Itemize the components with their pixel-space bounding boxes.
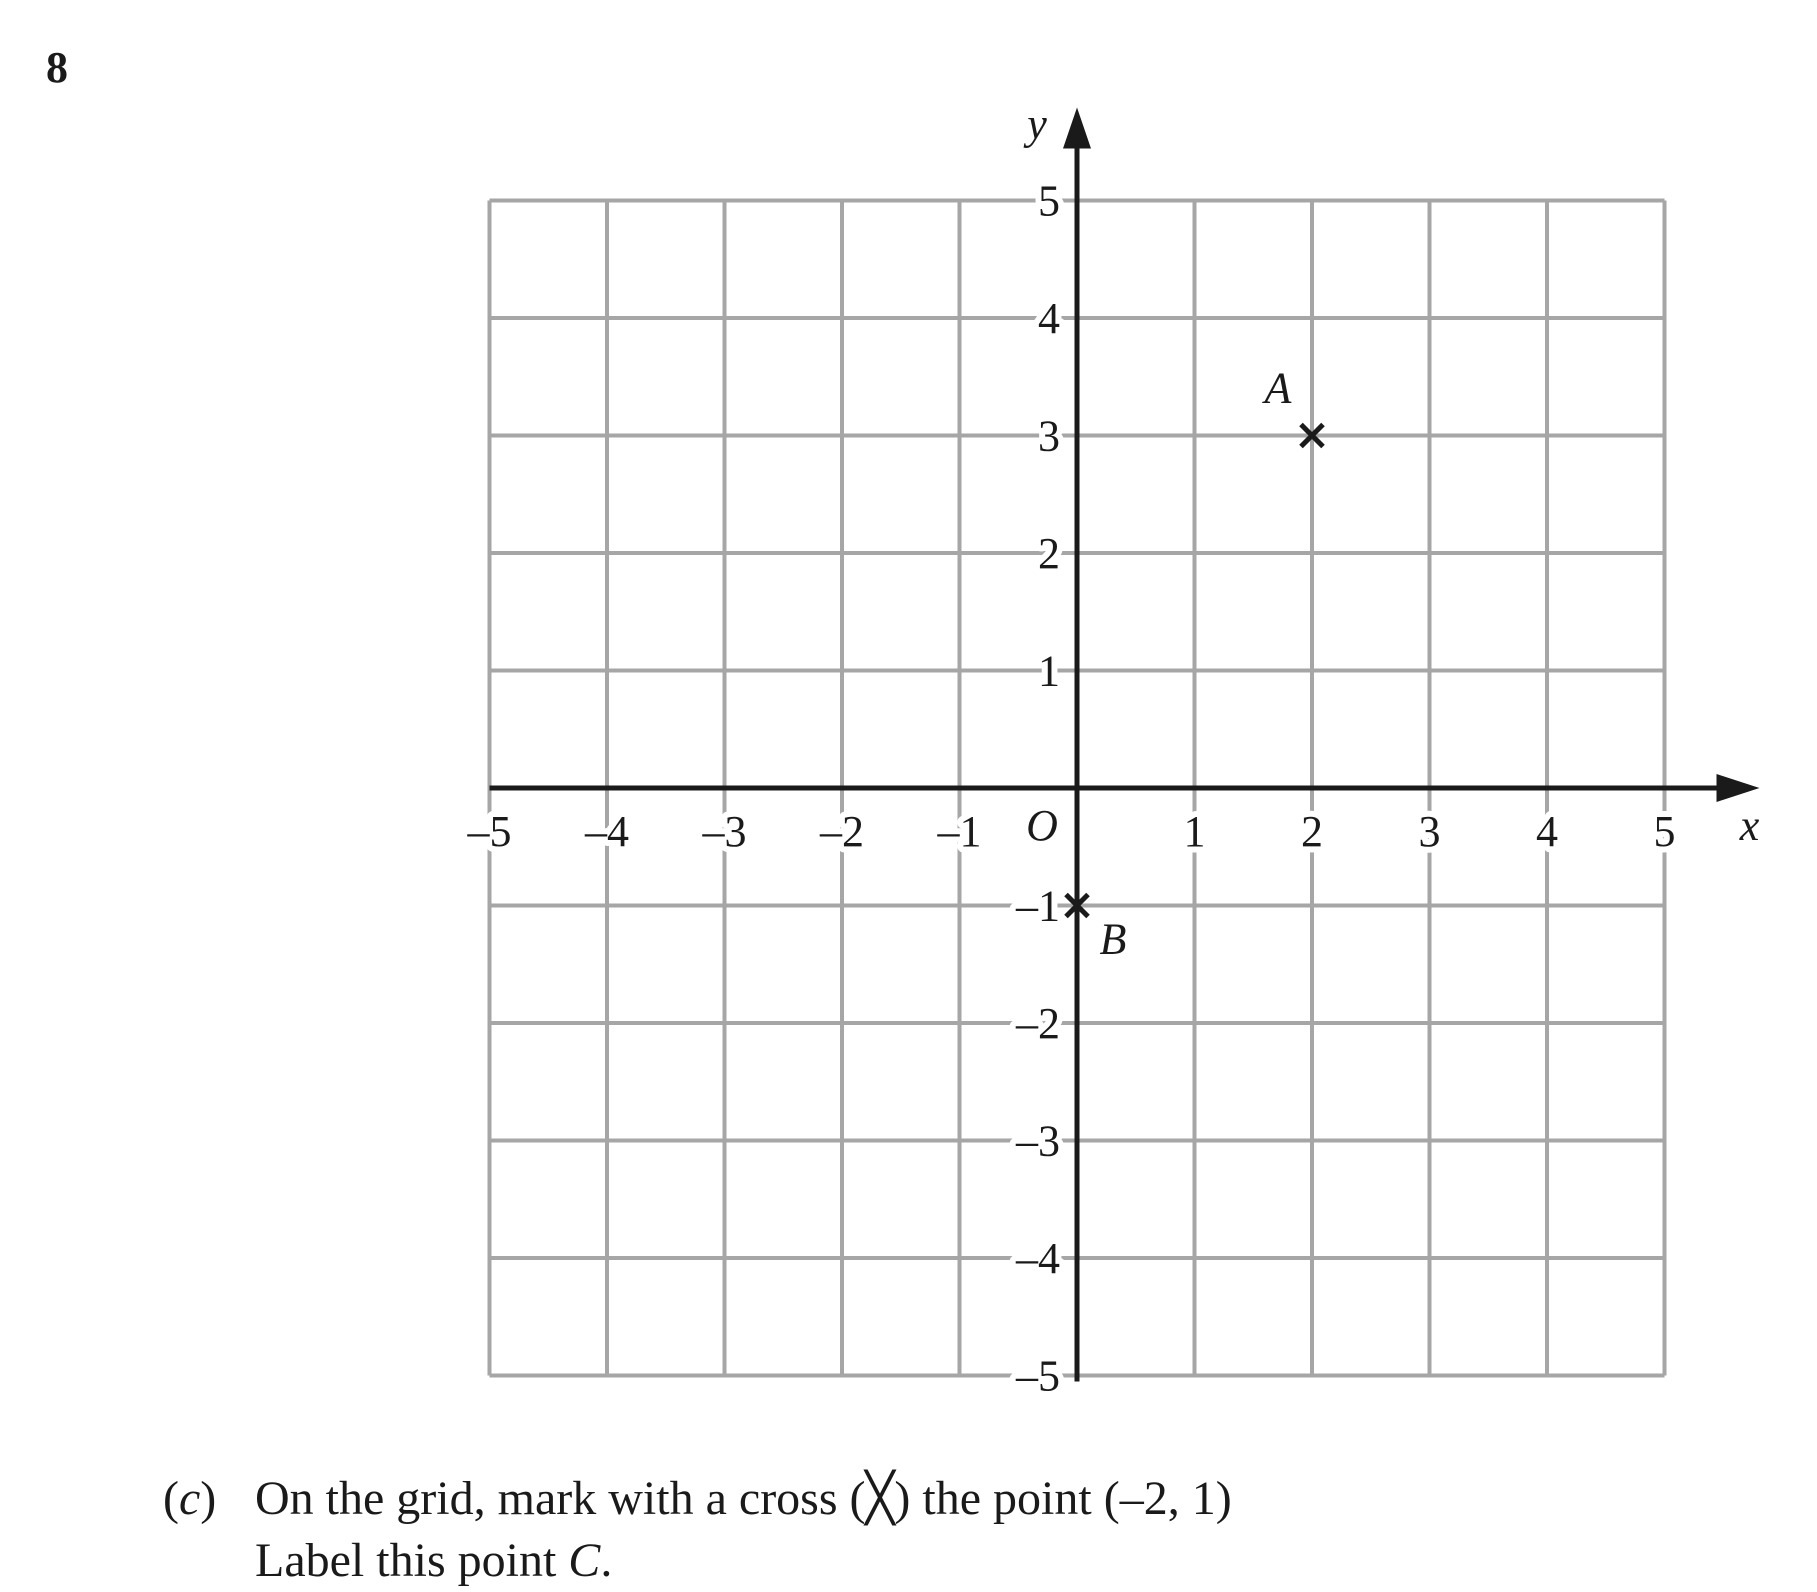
x-axis-label: x xyxy=(1739,801,1760,850)
y-tick-label: 3 xyxy=(1038,411,1060,461)
part-c-line2-suffix: . xyxy=(600,1534,613,1587)
x-tick-label: –2 xyxy=(820,807,864,856)
y-tick-label: –2 xyxy=(1016,999,1060,1048)
y-tick-label: 4 xyxy=(1038,294,1060,343)
y-axis-label: y xyxy=(1027,99,1047,149)
y-axis-arrow-icon xyxy=(1063,108,1091,149)
x-tick-label: –5 xyxy=(467,807,512,856)
x-tick-label: 5 xyxy=(1653,807,1676,856)
tick-labels xyxy=(467,100,1760,1401)
x-tick-label: –4 xyxy=(585,807,629,856)
x-tick-label: 4 xyxy=(1536,807,1558,856)
origin-label: O xyxy=(1026,801,1058,850)
question-number: 8 xyxy=(46,43,68,92)
part-c-letter: c xyxy=(178,1472,201,1525)
part-c-line2-prefix: Label this point xyxy=(255,1534,569,1587)
y-tick-label: –4 xyxy=(1016,1234,1060,1283)
y-tick-label: 5 xyxy=(1038,176,1060,226)
y-tick-label: –5 xyxy=(1016,1351,1060,1401)
part-c-line1: On the grid, mark with a cross (╳) the point (–2, 1) xyxy=(255,1472,1232,1525)
point-b-label: B xyxy=(1099,914,1127,964)
x-tick-label: –3 xyxy=(702,807,747,856)
part-c-line2 xyxy=(255,1530,1232,1592)
x-tick-label: 3 xyxy=(1418,807,1441,856)
axes xyxy=(490,108,1760,1382)
part-c-point-name: C xyxy=(568,1534,601,1587)
y-tick-label: –3 xyxy=(1016,1116,1060,1166)
y-tick-label: –1 xyxy=(1016,881,1060,931)
x-tick-label: 1 xyxy=(1183,807,1206,856)
x-tick-label: 2 xyxy=(1301,807,1323,856)
y-tick-label: 2 xyxy=(1038,529,1060,578)
y-tick-label: 1 xyxy=(1038,646,1060,696)
point-a-label: A xyxy=(1264,363,1292,413)
part-c-label: (c) xyxy=(163,1472,217,1525)
x-tick-label: –1 xyxy=(937,807,982,856)
x-axis-arrow-icon xyxy=(1717,774,1760,802)
